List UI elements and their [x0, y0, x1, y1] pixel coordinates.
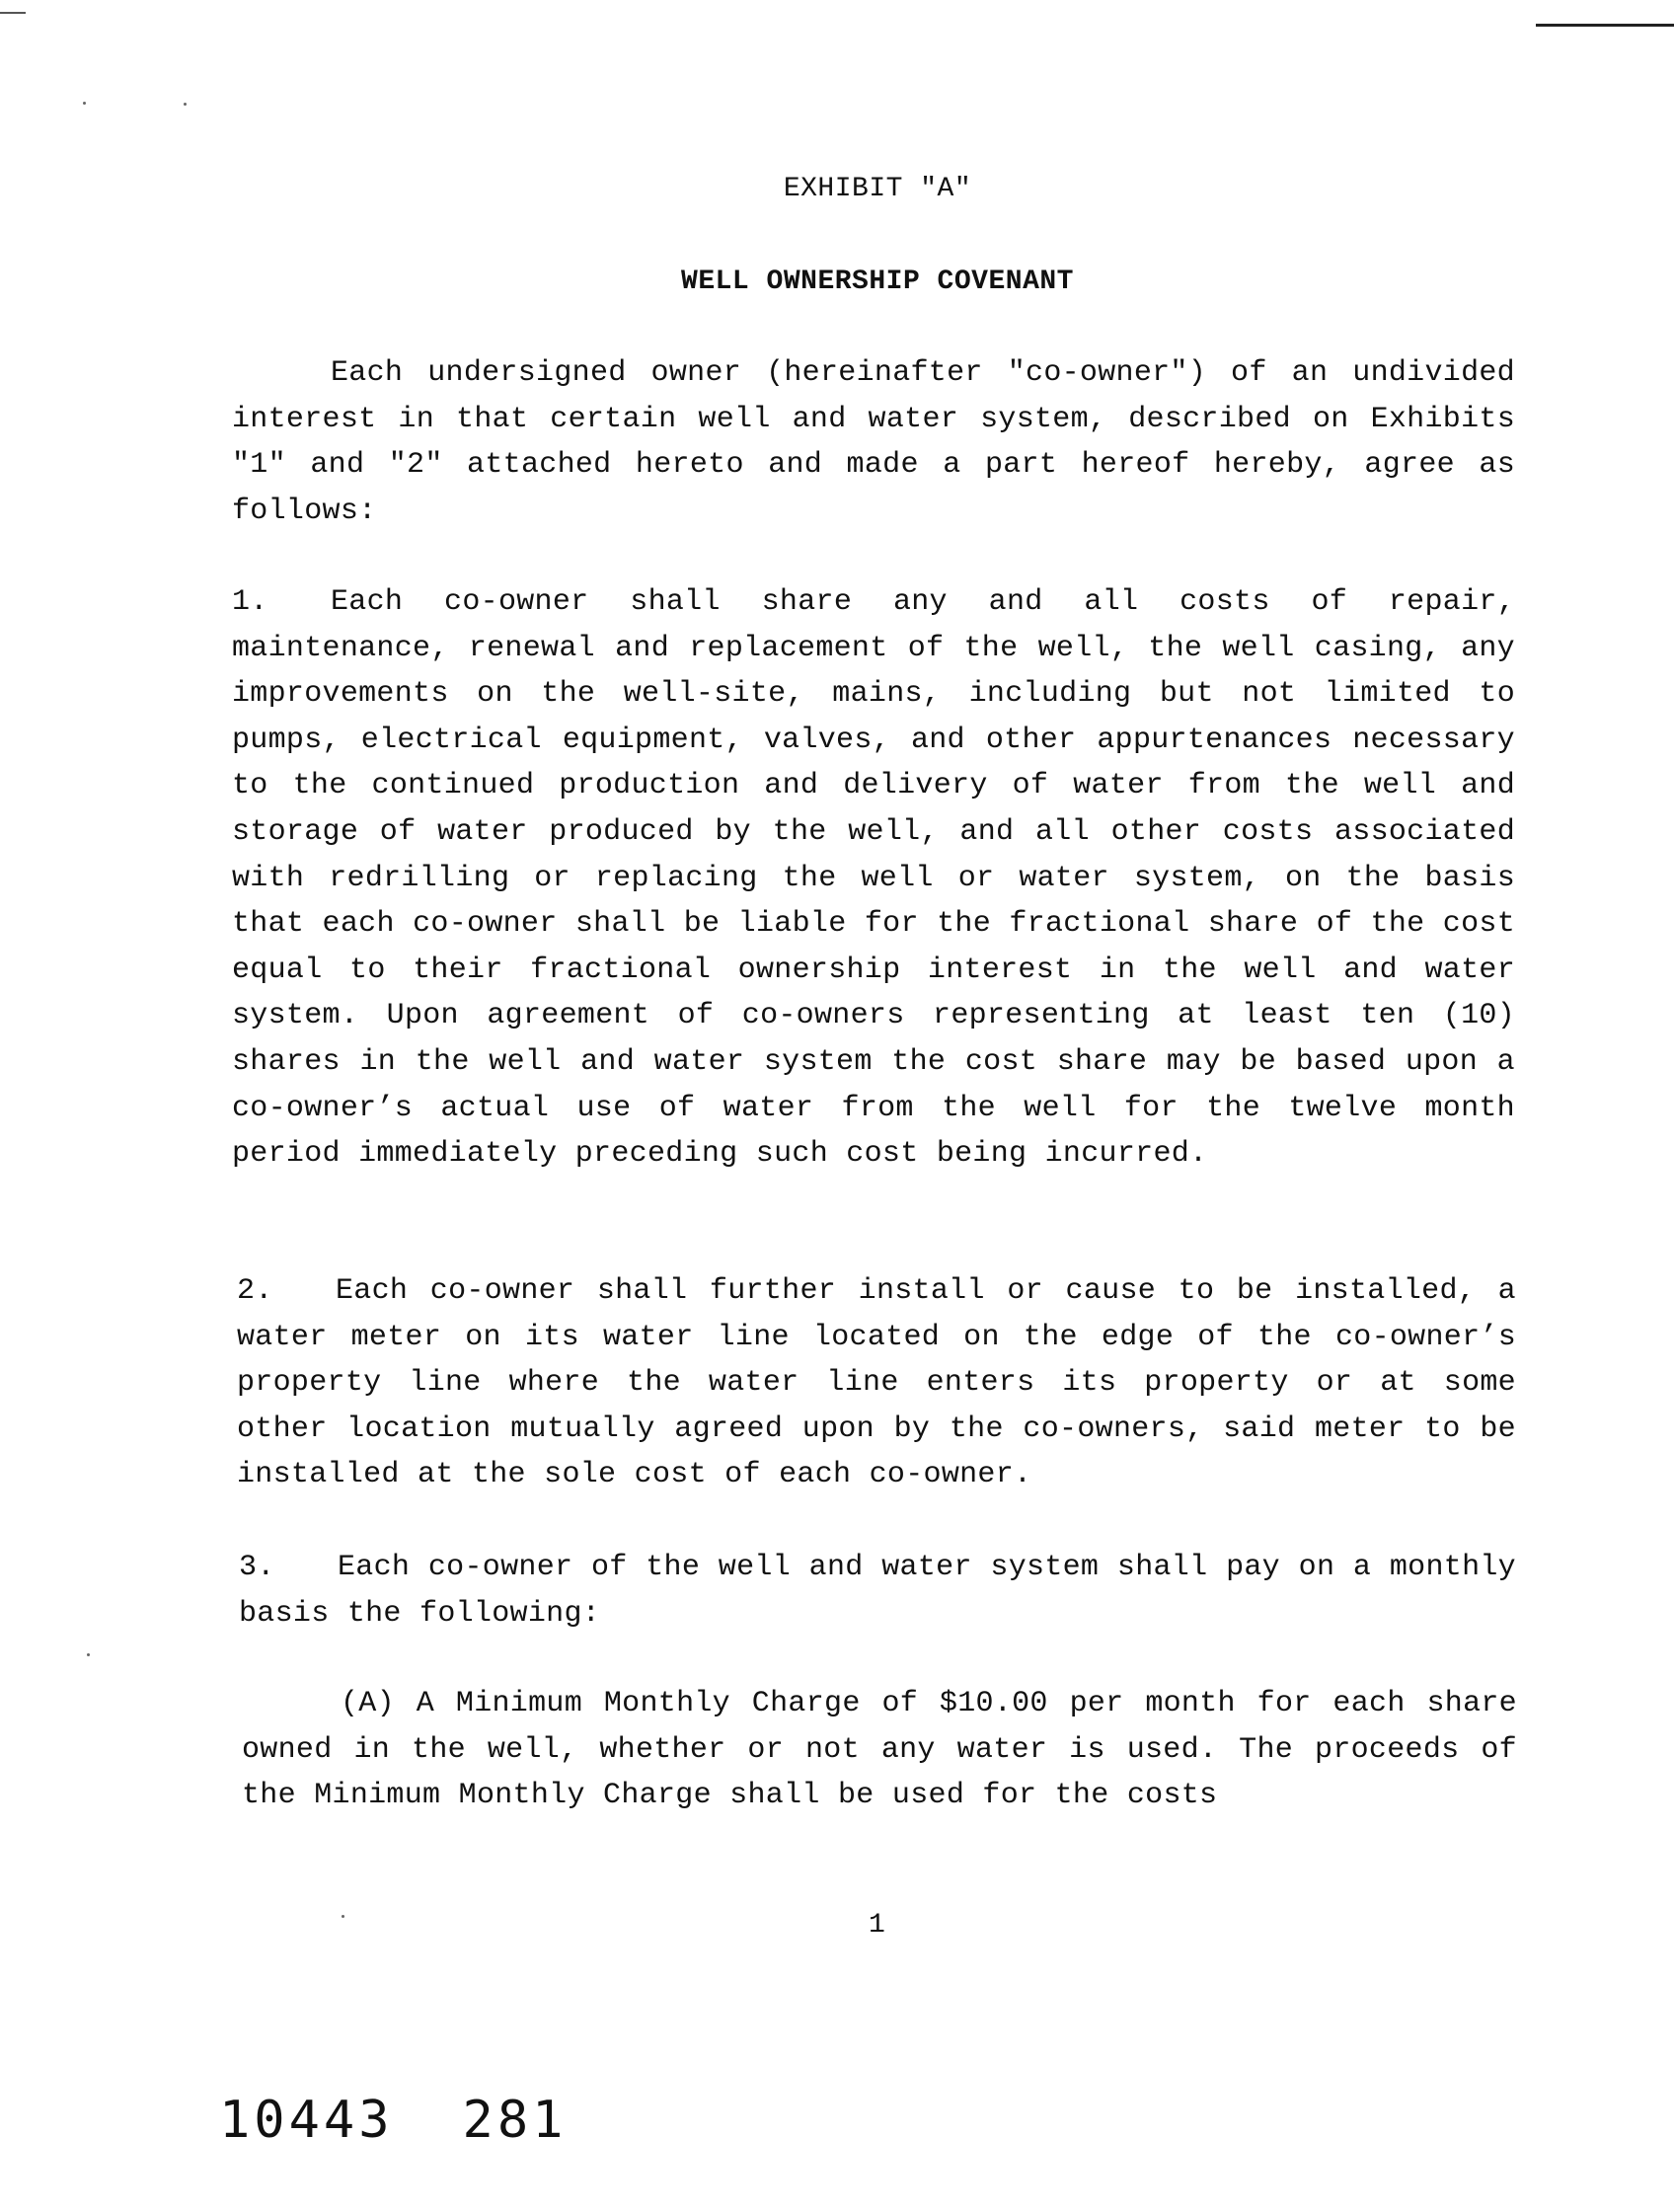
scan-artifact-line: [1536, 24, 1674, 27]
subsection-a-text: (A) A Minimum Monthly Charge of $10.00 per month for each share owned in the well, whether or not any water is used. The proceeds of the Minimum Monthly Charge shall be used for the costs: [242, 1687, 1517, 1813]
intro-text: Each undersigned owner (hereinafter "co-owner") of an undivided interest in that certain well and water system, described on Exhibits "1" and "2" attached hereto and made a part hereof hereby, agree as follows:: [232, 356, 1515, 528]
scan-artifact-line-left: [0, 12, 26, 14]
intro-paragraph: [232, 350, 1515, 534]
subsection-a-paragraph: [242, 1681, 1517, 1819]
section-text: Each co-owner of the well and water system shall pay on a monthly basis the following:: [239, 1551, 1516, 1631]
scan-speck: [87, 1653, 90, 1656]
section-number: 3.: [239, 1551, 275, 1584]
scan-speck: [184, 103, 187, 106]
section-number: 2.: [237, 1274, 273, 1308]
section-2-paragraph: [237, 1268, 1516, 1498]
section-3-paragraph: [239, 1545, 1516, 1637]
scan-speck: [83, 102, 86, 105]
recording-stamp: [219, 2091, 567, 2150]
covenant-title: WELL OWNERSHIP COVENANT: [681, 267, 1074, 297]
section-number: 1.: [232, 585, 268, 619]
exhibit-title: EXHIBIT "A": [783, 174, 972, 204]
section-1-paragraph: [232, 579, 1515, 1178]
recording-book-number: 10443: [219, 2091, 394, 2150]
scan-speck: [342, 1915, 344, 1918]
section-text: Each co-owner shall further install or cause to be installed, a water meter on its water line located on the edge of the co-owner’s property line where the water line enters its property or at some other location mutually agreed upon by the co-owners, said meter to be installed at the sole cost of each co-owner.: [237, 1274, 1516, 1492]
recording-page-number: 281: [462, 2091, 568, 2150]
page-number: 1: [869, 1910, 885, 1941]
section-text: Each co-owner shall share any and all costs of repair, maintenance, renewal and replacement of the well, the well casing, any improvements on the well-site, mains, including but not limited to pumps, electrical equipment, valves, and other appurtenances necessary to the continued production and delivery of water from the well and storage of water produced by the well, and all other costs associated with redrilling or replacing the well or water system, on the basis that each co-owner shall be liable for the fractional share of the cost equal to their fractional ownership interest in the well and water system. Upon agreement of co-owners representing at least ten (10) shares in the well and water system the cost share may be based upon a co-owner’s actual use of water from the well for the twelve month period immediately preceding such cost being incurred.: [232, 585, 1515, 1172]
